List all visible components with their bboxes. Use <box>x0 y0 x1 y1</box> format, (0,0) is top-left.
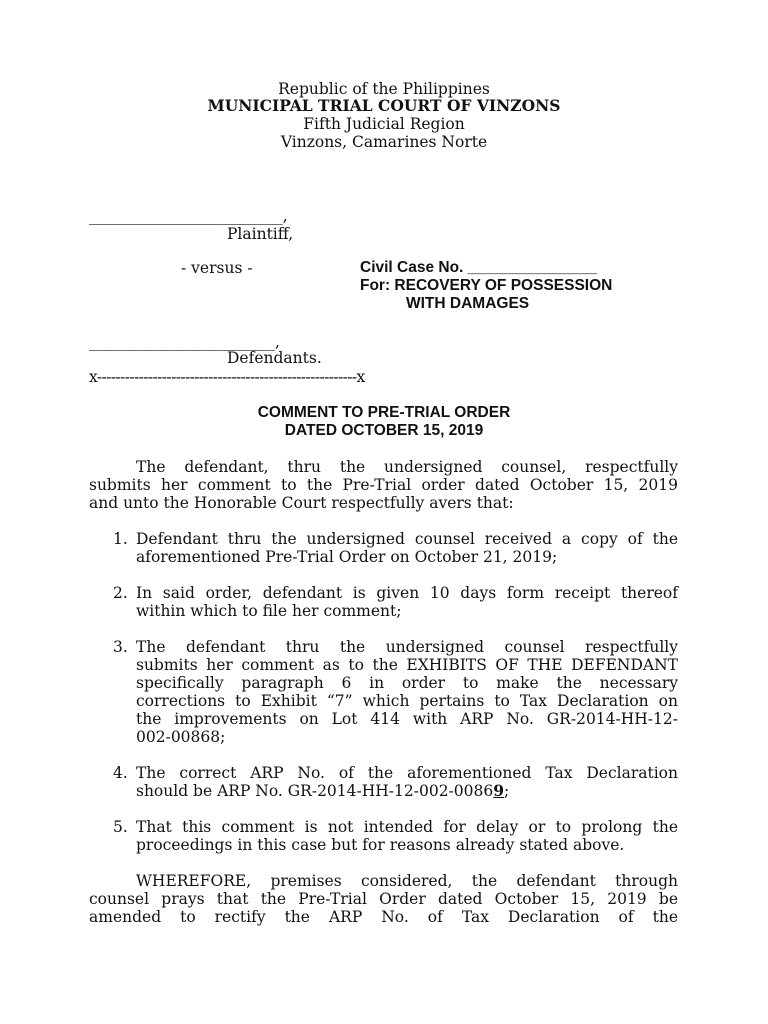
item-line: In said order, defendant is given 10 days form receipt thereof <box>136 584 678 602</box>
plaintiff-label: Plaintiff, <box>227 225 294 243</box>
item-line: The correct ARP No. of the aforementioned Tax Declaration <box>136 764 678 782</box>
item-line: the improvements on Lot 414 with ARP No. GR-2014-HH-12- <box>136 710 678 728</box>
item-number: 4. <box>113 764 128 782</box>
wherefore-line: counsel prays that the Pre-Trial Order dated October 15, 2019 be <box>89 890 678 908</box>
defendant-blank: ________________________, <box>89 333 280 351</box>
document-title-line2: DATED OCTOBER 15, 2019 <box>284 422 484 439</box>
corrected-arp-suffix: ; <box>504 782 510 800</box>
intro-line: and unto the Honorable Court respectfully avers that: <box>89 494 514 512</box>
corrected-arp-digit: 9 <box>493 781 505 800</box>
item-line: corrections to Exhibit “7” which pertains to Tax Declaration on <box>136 692 678 710</box>
item-number: 2. <box>113 584 128 602</box>
item-number: 1. <box>113 530 128 548</box>
item-line: That this comment is not intended for delay or to prolong the <box>136 818 678 836</box>
wherefore-line: WHEREFORE, premises considered, the defendant through <box>136 872 678 890</box>
header-location: Vinzons, Camarines Norte <box>280 133 488 151</box>
header-court: MUNICIPAL TRIAL COURT OF VINZONS <box>207 96 561 115</box>
item-number: 3. <box>113 638 128 656</box>
document-title-line1: COMMENT TO PRE-TRIAL ORDER <box>257 404 511 421</box>
defendant-label: Defendants. <box>227 349 322 367</box>
plaintiff-blank: _________________________, <box>89 207 288 225</box>
item-line: within which to file her comment; <box>136 602 402 620</box>
header-region: Fifth Judicial Region <box>303 115 465 133</box>
item-line: aforementioned Pre-Trial Order on October 21, 2019; <box>136 548 558 566</box>
intro-line: The defendant, thru the undersigned counsel, respectfully <box>136 458 678 476</box>
wherefore-line: amended to rectify the ARP No. of Tax Declaration of the <box>89 908 678 926</box>
intro-line: submits her comment to the Pre-Trial order dated October 15, 2019 <box>89 476 678 494</box>
case-nature-line1: For: RECOVERY OF POSSESSION <box>360 277 613 294</box>
civil-case-number: Civil Case No. _______________ <box>360 259 597 276</box>
corrected-arp-prefix: should be ARP No. GR-2014-HH-12-002-0086 <box>136 782 494 800</box>
item-line: specifically paragraph 6 in order to make the necessary <box>136 674 678 692</box>
item-line: Defendant thru the undersigned counsel received a copy of the <box>136 530 678 548</box>
item-line: The defendant thru the undersigned counsel respectfully <box>136 638 678 656</box>
versus-label: - versus - <box>181 259 253 277</box>
item-line: 002-00868; <box>136 728 226 746</box>
item-line: proceedings in this case but for reasons already stated above. <box>136 836 625 854</box>
case-nature-line2: WITH DAMAGES <box>406 295 530 312</box>
item-line: submits her comment as to the EXHIBITS OF THE DEFENDANT <box>136 656 678 674</box>
item-number: 5. <box>113 818 128 836</box>
item-line-corrected-arp <box>136 782 509 800</box>
caption-divider: x--------------------------------------------------------x <box>89 368 365 386</box>
header-republic: Republic of the Philippines <box>278 80 490 98</box>
